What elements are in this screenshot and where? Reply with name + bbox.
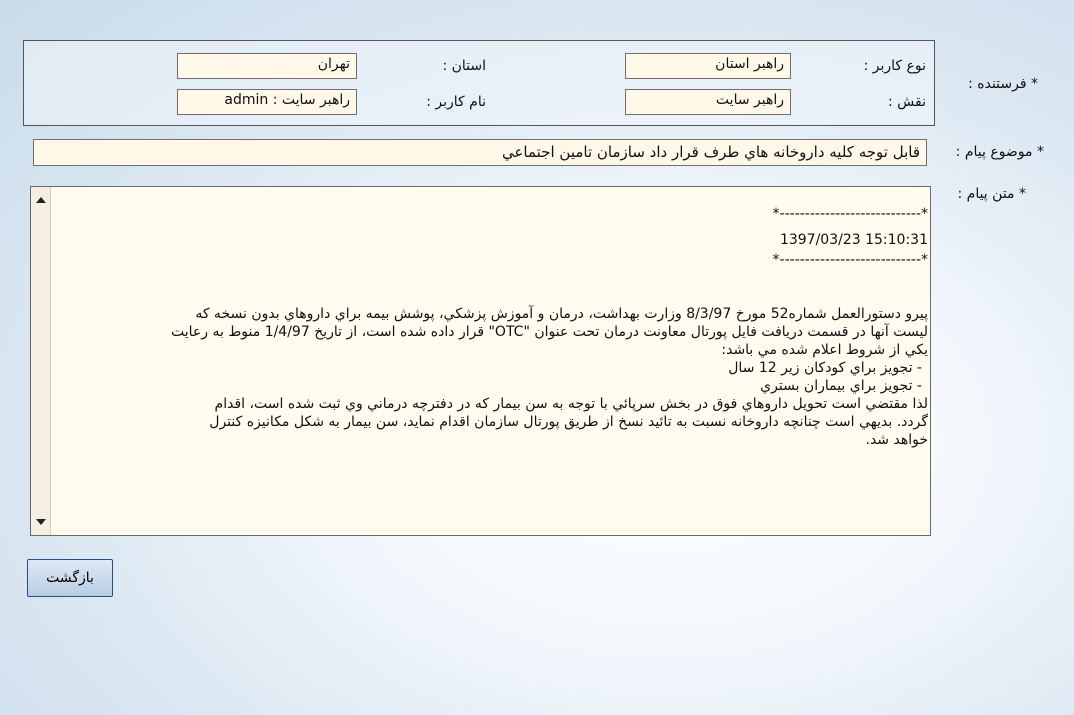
user-type-label: نوع کاربر : (863, 58, 926, 74)
user-type-field[interactable]: راهبر استان (625, 53, 791, 79)
message-scrollbar[interactable] (31, 187, 51, 535)
role-field[interactable]: راهبر سایت (625, 89, 791, 115)
message-timestamp: 15:10:31 1397/03/23 (779, 232, 928, 248)
message-separator: *----------------------------* (772, 252, 928, 268)
scroll-down-arrow-icon[interactable] (36, 519, 46, 525)
message-bullet-line: - تجویز براي کودکان زیر 12 سال (728, 360, 922, 376)
username-field[interactable]: راهبر سایت : admin (177, 89, 357, 115)
scroll-up-arrow-icon[interactable] (36, 197, 46, 203)
message-paragraph-line: پیرو دستورالعمل شماره52 مورخ 8/3/97 وزارت بهداشت، درمان و آموزش پزشکي، پوشش بیمه براي داروهاي بدون نسخه که (195, 306, 928, 322)
message-paragraph-line: گردد. بدیهي است چنانچه داروخانه نسبت به تائید نسخ از طریق پورتال سازمان اقدام نماید، سن بیمار به شکل مکانیزه کنترل (209, 414, 928, 430)
back-button[interactable]: بازگشت (27, 559, 113, 597)
message-paragraph-line: خواهد شد. (865, 432, 928, 448)
message-label: * متن پیام : (957, 186, 1026, 202)
sender-label: * فرستنده : (968, 76, 1038, 92)
role-label: نقش : (888, 94, 926, 110)
message-text (55, 205, 928, 449)
message-paragraph-line: لیست آنها در قسمت دریافت فایل پورتال معاونت درمان تحت عنوان "OTC" قرار داده شده است، از تاریخ 1/4/97 منوط به رعایت (171, 324, 928, 340)
message-blank-line (55, 269, 928, 287)
sender-panel (23, 40, 935, 126)
subject-field[interactable]: قابل توجه کلیه داروخانه هاي طرف قرار داد سازمان تامین اجتماعي (33, 139, 927, 166)
message-bullet-line: - تجویز براي بیماران بستري (760, 378, 922, 394)
subject-label: * موضوع پیام : (955, 144, 1044, 160)
province-label: استان : (442, 58, 486, 74)
message-paragraph-line: یکي از شروط اعلام شده مي باشد: (721, 342, 928, 358)
message-textarea[interactable] (30, 186, 931, 536)
message-paragraph-line: لذا مقتضي است تحویل داروهاي فوق در بخش سرپائي با توجه به سن بیمار که در دفترچه درماني وي ثبت شده است، اقدام (214, 396, 928, 412)
province-field[interactable]: تهران (177, 53, 357, 79)
message-separator: *----------------------------* (772, 206, 928, 222)
message-blank-line (55, 287, 928, 305)
username-label: نام کاربر : (426, 94, 486, 110)
